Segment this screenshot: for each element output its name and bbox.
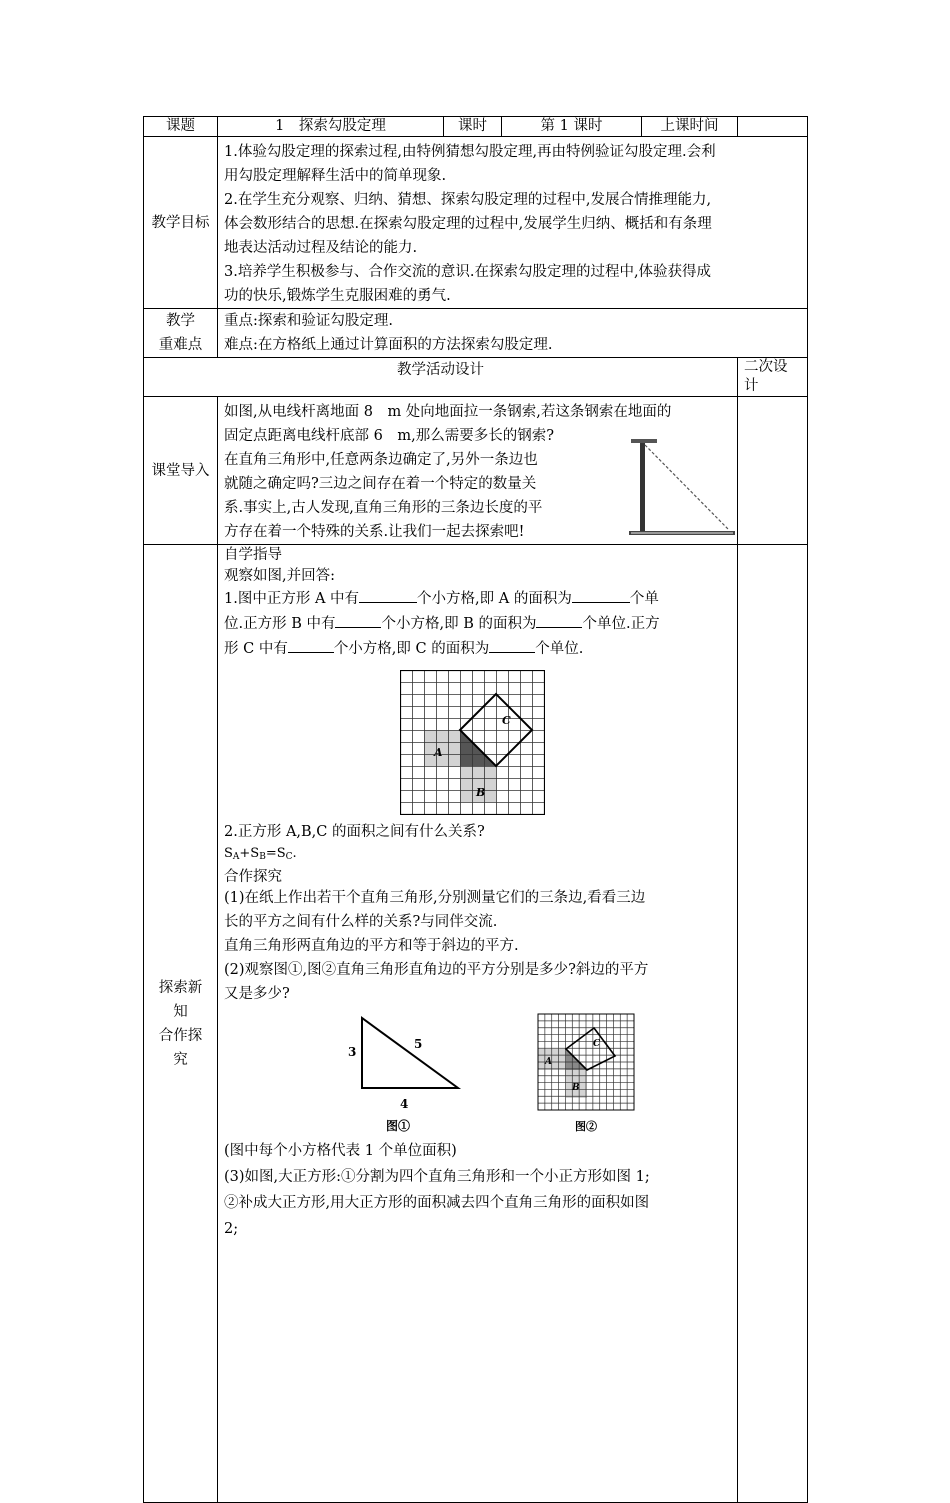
part-3-line-1: (3)如图,大正方形:①分割为四个直角三角形和一个小正方形如图 1; <box>224 1169 650 1185</box>
objective-line: 地表达活动过程及结论的能力. <box>224 240 418 256</box>
objective-line: 用勾股定理解释生活中的简单现象. <box>224 168 447 184</box>
unit-note: (图中每个小方格代表 1 个单位面积) <box>224 1143 457 1159</box>
question-1-line-1: 1.图中正方形 A 中有 个小方格,即 A 的面积为 个单 <box>224 587 731 612</box>
answer-blank <box>359 588 417 603</box>
period-value: 第 1 课时 <box>502 117 642 137</box>
explore-second-design <box>738 545 808 1503</box>
intro-line: 方存在着一个特殊的关系.让我们一起去探索吧! <box>224 524 525 540</box>
side-a-label: 3 <box>348 1045 357 1059</box>
part-1-answer: 直角三角形两直角边的平方和等于斜边的平方. <box>224 938 519 954</box>
explore-row <box>144 545 808 1503</box>
key-points-label: 教学 重难点 <box>144 309 218 358</box>
intro-block <box>224 400 731 544</box>
fig2-c-label: C <box>592 1039 600 1049</box>
class-time-value <box>738 117 808 137</box>
lesson-plan-table <box>143 116 808 1503</box>
figure-1-caption: 图① <box>386 1119 411 1133</box>
question-1-line-2: 位.正方形 B 中有 个小方格,即 B 的面积为 个单位.正方 <box>224 612 731 637</box>
key-point: 重点:探索和验证勾股定理. <box>224 313 393 329</box>
intro-line: 就随之确定吗?三边之间存在着一个特定的数量关 <box>224 476 537 492</box>
objective-line: 体会数形结合的思想.在探索勾股定理的过程中,发展学生归纳、概括和有条理 <box>224 216 712 232</box>
grid-figure-squares <box>400 670 545 815</box>
intro-line: 如图,从电线杆离地面 8 m 处向地面拉一条钢索,若这条钢索在地面的 <box>224 404 672 420</box>
side-c-label: 5 <box>414 1037 423 1051</box>
explore-content <box>218 545 738 1503</box>
intro-row <box>144 397 808 545</box>
objective-line: 3.培养学生积极参与、合作交流的意识.在探索勾股定理的过程中,体验获得成 <box>224 264 712 280</box>
question-1-line-3: 形 C 中有 个小方格,即 C 的面积为 个单位. <box>224 637 731 662</box>
part-3-line-3: 2; <box>224 1221 239 1237</box>
intro-content <box>218 397 738 545</box>
answer-blank <box>572 588 630 603</box>
square-c-label: C <box>502 714 511 727</box>
part-2-line-2: 又是多少? <box>224 986 290 1002</box>
part-1-line-1: (1)在纸上作出若干个直角三角形,分别测量它们的三条边,看看三边 <box>224 890 646 906</box>
second-design-label: 二次设计 <box>738 358 808 397</box>
answer-blank <box>536 613 582 628</box>
intro-second-design <box>738 397 808 545</box>
cooperation-heading: 合作探究 <box>224 869 282 885</box>
figures-row <box>224 1006 731 1138</box>
part-2-line-1: (2)观察图①,图②直角三角形直角边的平方分别是多少?斜边的平方 <box>224 962 649 978</box>
square-a-label: A <box>434 746 443 759</box>
area-formula: $S_A+S_B=S_C$. <box>224 846 297 862</box>
side-b-label: 4 <box>400 1097 409 1111</box>
question-2: 2.正方形 A,B,C 的面积之间有什么关系? <box>224 824 485 840</box>
answer-blank <box>489 638 535 653</box>
key-points-row <box>144 309 808 358</box>
topic-label: 课题 <box>144 117 218 137</box>
self-study-heading: 自学指导 <box>224 547 282 563</box>
design-title: 教学活动设计 <box>144 358 738 397</box>
topic-value: 1 探索勾股定理 <box>218 117 444 137</box>
class-time-label: 上课时间 <box>642 117 738 137</box>
intro-line: 固定点距离电线杆底部 6 m,那么需要多长的钢索? <box>224 428 554 444</box>
design-row <box>144 358 808 397</box>
objective-line: 2.在学生充分观察、归纳、猜想、探索勾股定理的过程中,发展合情推理能力, <box>224 192 712 208</box>
observe-instruction: 观察如图,并回答: <box>224 568 335 584</box>
objectives-row <box>144 137 808 309</box>
objectives-content <box>218 137 808 309</box>
fig2-a-label: A <box>544 1057 552 1067</box>
grid-figure-2 <box>537 1012 637 1134</box>
intro-line: 在直角三角形中,任意两条边确定了,另外一条边也 <box>224 452 538 468</box>
square-b-label: B <box>476 786 486 799</box>
header-row <box>144 117 808 137</box>
part-3-line-2: ②补成大正方形,用大正方形的面积减去四个直角三角形的面积如图 <box>224 1195 650 1211</box>
difficulty-point: 难点:在方格纸上通过计算面积的方法探索勾股定理. <box>224 337 553 353</box>
figure-2-caption: 图② <box>574 1120 597 1133</box>
pole-cable-figure <box>623 435 735 537</box>
explore-label: 探索新 知 合作探 究 <box>144 545 218 1503</box>
key-points-content <box>218 309 808 358</box>
objectives-label: 教学目标 <box>144 137 218 309</box>
intro-line: 系.事实上,古人发现,直角三角形的三条边长度的平 <box>224 500 543 516</box>
period-label: 课时 <box>444 117 502 137</box>
fig2-b-label: B <box>571 1083 580 1093</box>
objective-line: 功的快乐,锻炼学生克服困难的勇气. <box>224 288 451 304</box>
intro-label: 课堂导入 <box>144 397 218 545</box>
right-triangle-figure <box>338 1012 468 1134</box>
answer-blank <box>335 613 381 628</box>
objective-line: 1.体验勾股定理的探索过程,由特例猜想勾股定理,再由特例验证勾股定理.会利 <box>224 144 716 160</box>
part-1-line-2: 长的平方之间有什么样的关系?与同伴交流. <box>224 914 498 930</box>
answer-blank <box>288 638 334 653</box>
